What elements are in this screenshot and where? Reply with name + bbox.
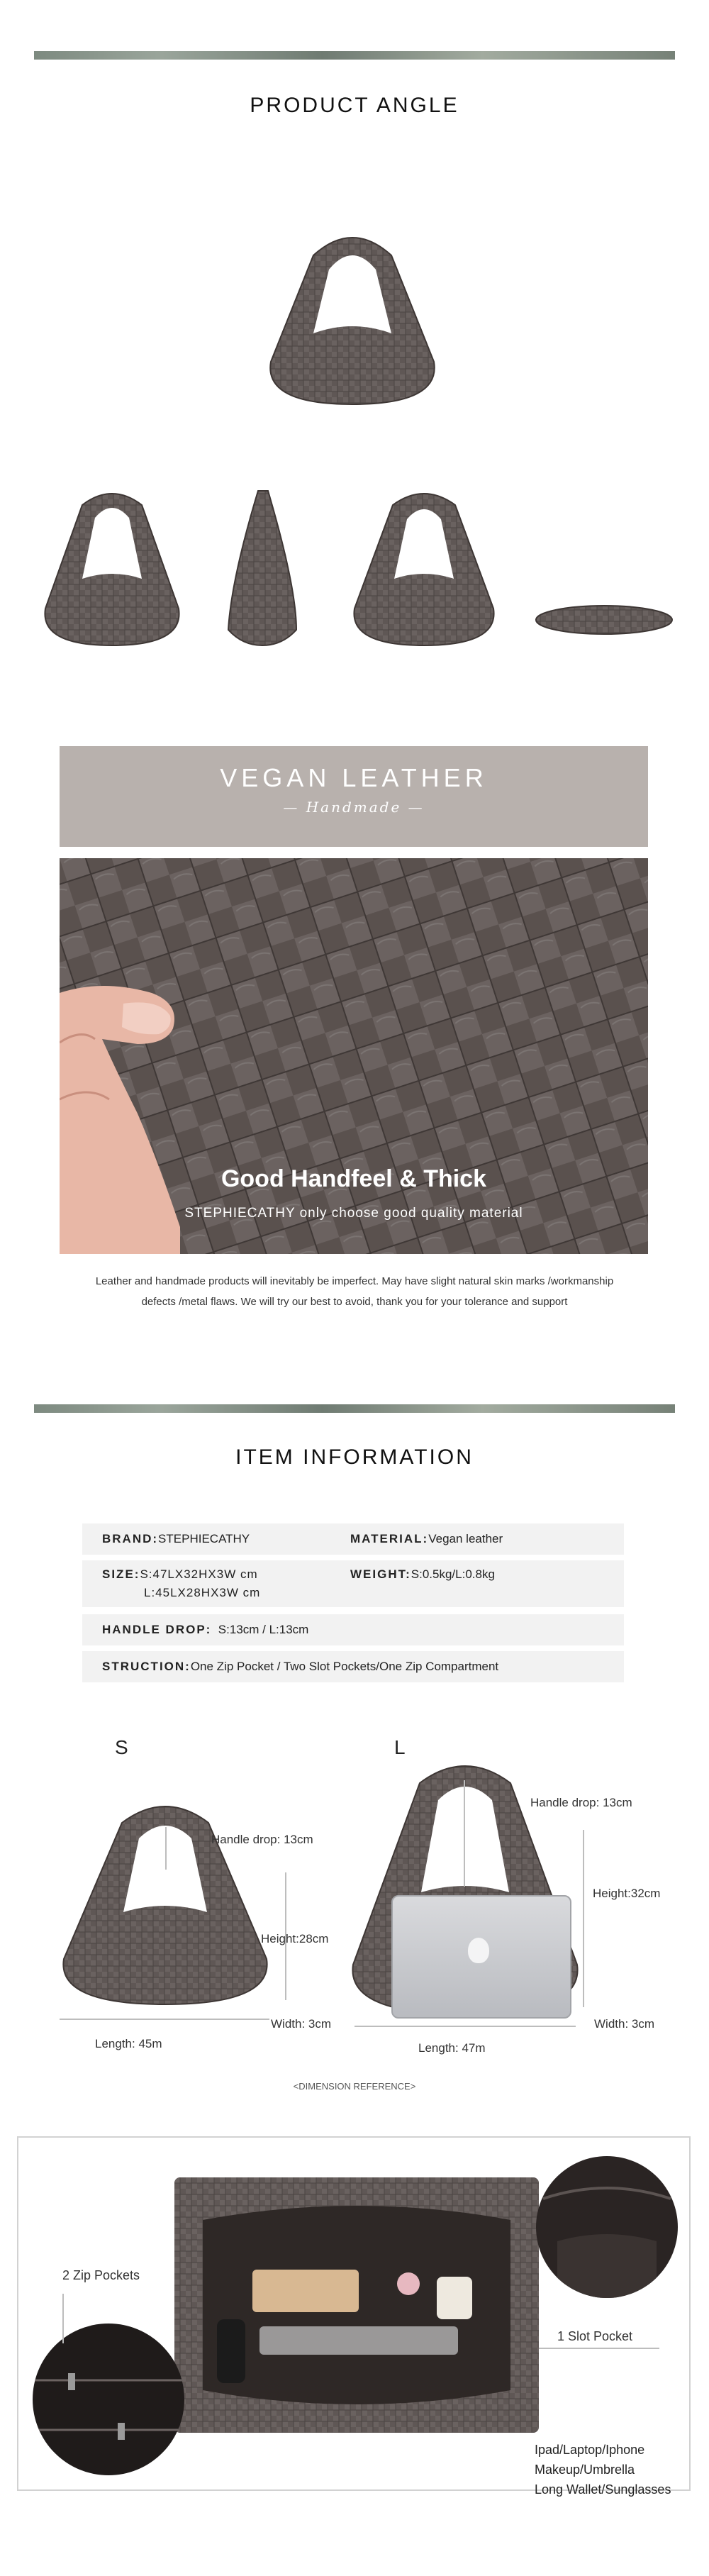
weight-field: WEIGHT:S:0.5kg/L:0.8kg [350,1567,495,1581]
info-row-brand-material [82,1523,624,1555]
fits-list [535,2440,671,2499]
decor-bar-middle [34,1404,675,1413]
bag-front-image [264,227,441,411]
item-information-title: ITEM INFORMATION [235,1445,474,1469]
s-length-line [60,2019,269,2020]
l-height-label: Height:32cm [593,1887,661,1900]
l-handle-drop-label: Handle drop: 13cm [530,1796,632,1809]
fits-item-2: Makeup/Umbrella [535,2463,635,2477]
vegan-leather-band [60,746,648,847]
slot-pocket-detail-circle [536,2156,678,2298]
size-s-label: S [115,1736,128,1758]
l-length-label: Length: 47m [418,2041,486,2055]
vegan-leather-title: VEGAN LEATHER [220,763,488,792]
decor-bar-top [34,51,675,60]
l-length-line [354,2026,576,2027]
struction-field: STRUCTION:One Zip Pocket / Two Slot Pockets/One Zip Compartment [102,1660,499,1673]
size-l-label: L [394,1736,406,1758]
zip-pocket-pointer-line [62,2294,64,2343]
info-row-size-weight [82,1560,624,1607]
bag-back-image [349,488,499,648]
slot-pocket-pointer-line [539,2348,659,2349]
product-angle-title: PRODUCT ANGLE [250,94,459,117]
good-handfeel-headline: Good Handfeel & Thick [220,1165,487,1192]
quality-tagline: STEPHIECATHY only choose good quality material [184,1206,523,1221]
l-handle-line [464,1780,465,1887]
notice-line-1: Leather and handmade products will inevitably be imperfect. May have slight natural skin marks /workmanship [95,1275,614,1287]
notice-line-2: defects /metal flaws. We will try our best to avoid, thank you for your tolerance and support [141,1296,568,1308]
bag-front-left-image [40,488,184,648]
material-field: MATERIAL:Vegan leather [350,1532,503,1545]
leather-texture-image [60,858,648,1254]
s-height-label: Height:28cm [261,1932,329,1945]
zip-pockets-label: 2 Zip Pockets [62,2268,140,2282]
fits-item-3: Long Wallet/Sunglasses [535,2482,671,2497]
laptop-image [391,1895,571,2019]
bag-bottom-image [535,604,674,637]
l-height-line [583,1830,584,2007]
fits-item-1: Ipad/Laptop/Iphone [535,2443,645,2457]
zip-pocket-detail-circle [33,2324,184,2475]
s-width-label: Width: 3cm [271,2017,332,2031]
imperfection-notice [28,1271,681,1312]
s-length-label: Length: 45m [95,2037,162,2050]
brand-field: BRAND:STEPHIECATHY [102,1532,250,1545]
s-handle-drop-label: Handle drop: 13cm [211,1833,313,1846]
l-width-label: Width: 3cm [594,2017,655,2031]
apple-logo-icon [468,1938,489,1963]
bag-side-image [225,488,299,648]
info-row-handle-drop [82,1614,624,1645]
s-handle-line [165,1827,167,1870]
info-row-struction [82,1651,624,1682]
slot-pocket-label: 1 Slot Pocket [557,2329,633,2343]
interior-image [174,2177,539,2433]
handle-drop-field: HANDLE DROP: S:13cm / L:13cm [102,1623,309,1636]
size-field: SIZE:S:47LX32HX3W cm [102,1567,258,1581]
dimension-reference-label: <DIMENSION REFERENCE> [293,2081,416,2092]
handmade-subtitle: — Handmade — [283,799,425,816]
size-l-value: L:45LX28HX3W cm [144,1586,261,1599]
